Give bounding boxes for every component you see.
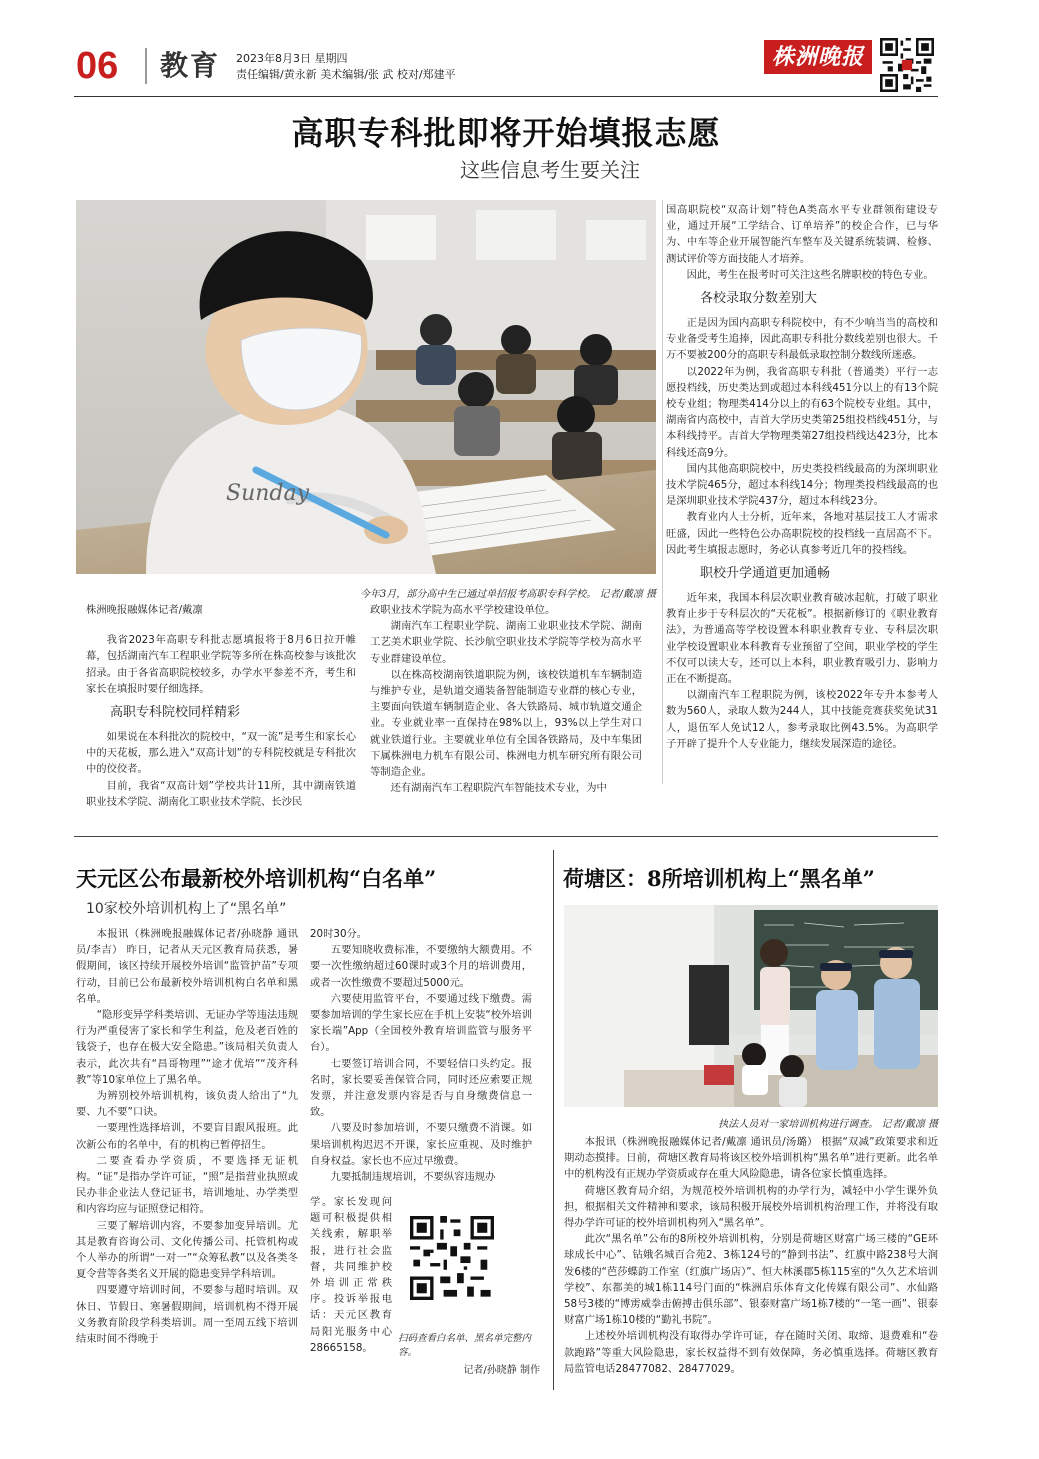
article3-photo-caption: 执法人员对一家培训机构进行调查。 记者/戴凛 摄 [718,1119,938,1130]
article2-title: 天元区公布最新校外培训机构“白名单” [76,866,437,891]
article1-paragraph: 以2022年为例，我省高职专科批（普通类）平行一志愿投档线，历史类达到或超过本科线451分以上的有13个院校专业组；物理类414分以上的有63个院校专业组。其中，湖南省内高校中，吉首大学历史类第25组投档线451分，与本科线持平。吉首大学物理类第27组投档线达423分，比本科线还高9分。 [666,365,938,459]
article1-paragraph: 因此，考生在报考时可关注这些名牌职校的特色专业。 [686,268,934,281]
article1-paragraph: 目前，我省“双高计划”学校共计11所，其中湖南铁道职业技术学院、湖南化工职业技术学院、长沙民 [86,779,356,808]
article1-paragraph: 如果说在本科批次的院校中，“双一流”是考生和家长心中的天花板，那么进入“双高计划”的专科院校就是专科批次中的佼佼者。 [86,731,356,776]
article2-paragraph: 二要查看办学资质，不要选择无证机构。“证”是指办学许可证，“照”是指营业执照或民办非企业法人登记证书，培训地址、办学类型和内容均应与证照登记相符。 [76,1154,298,1216]
inspection-illustration [564,905,938,1107]
article1-photo-caption: 今年3月，部分高中生已通过单招报考高职专科学校。 记者/戴凛 摄 [359,589,656,600]
article2-column-c [310,1194,392,1356]
article2-paragraph: 八要及时参加培训，不要只缴费不消课。如果培训机构迟迟不开课，家长应重视、及时维护自身权益。家长也不应过早缴费。 [310,1122,532,1167]
article3-paragraph: 此次“黑名单”公布的8所校外培训机构，分别是荷塘区财富广场三楼的“GE环球成长中心”、钻娥名城百合苑2、3栋124号的“静到书法”、红旗中路238号大润发6楼的“芭莎蝶韵工作室（红旗广场店）”、恒大林溪郡5栋115室的“久久艺术培训学校”、东都美的城1栋114号门面的“株洲启乐体育文化传媒有限公司”、水仙路58号3楼的“博雳威拳击俯搏击俱乐部”、银泰财富广场1栋7楼的“一笔一画”、银泰财富广场1栋10楼的“勤礼书院”。 [564,1233,938,1327]
article3-paragraph: 荷塘区教育局介绍，为规范校外培训机构的办学行为，减轻中小学生课外负担，根据相关文件精神和要求，该局积极开展校外培训机构治理工作，并将没有取得办学许可证的校外培训机构列入“黑名单”。 [564,1184,938,1230]
section-rule [74,836,938,837]
header-qr-code [880,38,934,92]
article1-subhead-1: 高职专科院校同样精彩 [110,705,241,721]
article2-paragraph: 四要遵守培训时间，不要参与超时培训。双休日、节假日、寒暑假期间，培训机构不得开展义务教育阶段学科类培训。周一至周五线下培训结束时间不得晚于 [76,1284,298,1346]
article2-column-a [76,926,298,1347]
article1-paragraph: 教育业内人士分析，近年来，各地对基层技工人才需求旺盛，因此一些特色公办高职院校的投档线一直居高不下。因此考生填报志愿时，务必认真参考近几年的投档线。 [666,511,938,556]
article2-qr-code [410,1216,494,1300]
article1-column3 [666,202,938,752]
section-name: 教育 [160,49,221,82]
article1-subhead-3: 职校升学通道更加通畅 [700,566,831,582]
article2-paragraph: 六要使用监管平台，不要通过线下缴费。需要参加培训的学生家长应在手机上安装“校外培训家长端”App（全国校外教育培训监管与服务平台）。 [310,992,532,1054]
article1-photo [76,200,656,574]
article2-paragraph: 七要签订培训合同，不要轻信口头约定。报名时，家长要妥善保管合同，同时还应索要正规发票，并注意发票内容是否与自身缴费信息一致。 [310,1057,532,1119]
article1-paragraph: 近年来，我国本科层次职业教育破冰起航，打破了职业教育止步于专科层次的“天花板”。根据新修订的《职业教育法》，为普通高等学校设置本科职业教育专业、专科层次职业学校设置职业本科教育专业预留了空间，职业学校的学生不仅可以读大专，还可以上本科，职业教育吸引力、影响力正在不断提高。 [666,592,938,686]
article2-qr-credit: 记者/孙晓静 制作 [463,1365,540,1376]
article1-paragraph: 正是因为国内高职专科院校中，有不少响当当的高校和专业备受考生追捧，因此高职专科批分数线差别也很大。千万不要被200分的高职专科最低录取控制分数线所迷惑。 [666,317,938,362]
article2-paragraph: 五要知晓收费标准，不要缴纳大额费用。不要一次性缴纳超过60课时或3个月的培训费用，或者一次性缴费不要超过5000元。 [310,944,532,989]
article1-paragraph: 以湖南汽车工程职院为例，该校2022年专升本参考人数为560人，录取人数为244人，其中技能竞赛获奖免试31人，退伍军人免试12人，参考录取比例43.5%。为高职学子开辟了提升个人专业能力，继续发展深造的途径。 [666,689,938,750]
article1-paragraph: 国内其他高职院校中，历史类投档线最高的为深圳职业技术学院465分，超过本科线14分；物理类投档线最高的也是深圳职业技术学院437分，超过本科线23分。 [666,462,938,508]
page-header [0,0,1039,100]
article1-column-rule [662,200,663,784]
article1-subhead-2: 各校录取分数差别大 [700,291,818,307]
masthead-logo: 株洲晚报 [764,40,872,74]
article2-subtitle: 10家校外培训机构上了“黑名单” [86,901,287,917]
article2-paragraph: 20时30分。 [310,928,368,940]
article3-title: 荷塘区：8所培训机构上“黑名单” [563,866,875,891]
article3-paragraph: 本报讯（株洲晚报融媒体记者/戴凛 通讯员/汤璐） 根据“双减”政策要求和近期动态摸排。日前，荷塘区教育局将该区校外培训机构“黑名单”进行更新。此名单中的机构没有正规办学资质或存在重大风险隐患，请各位家长慎重选择。 [564,1136,938,1181]
article1-paragraph: 湖南汽车工程职业学院、湖南工业职业技术学院、湖南工艺美术职业学院、长沙航空职业技术学院等学校为高水平专业群建设单位。 [370,620,642,665]
header-rule [74,96,938,97]
article2-paragraph: 九要抵制违规培训，不要纵容违规办 [330,1171,496,1184]
article2-divider [553,850,554,1390]
article1-column2 [370,602,642,796]
article3-photo [564,905,938,1107]
article3-body [564,1134,938,1377]
article1-byline: 株洲晚报融媒体记者/戴凛 [86,604,203,616]
svg-text:Sunday: Sunday [226,481,310,506]
article2-qr-caption: 扫码查看白名单、黑名单完整内容。 [398,1333,532,1358]
article2-column-b [310,926,532,1185]
header-date: 2023年8月3日 星期四 [236,52,348,65]
article2-paragraph: 学。家长发现问题可积极提供相关线索，解职举报，进行社会监督，共同维护校外培训正常秩序。投诉举报电话：天元区教育局阳光服务中心28665158。 [310,1196,392,1354]
header-editors: 责任编辑/黄永新 美术编辑/张 武 校对/郑建平 [236,68,456,81]
article2-paragraph: 本报讯（株洲晚报融媒体记者/孙晓静 通讯员/李吉） 昨日，记者从天元区教育局获悉，暑假期间，该区持续开展校外培训“监管护苗”专项行动，目前已公布最新校外培训机构白名单和黑名单。 [76,928,298,1005]
article1-paragraph: 政职业技术学院为高水平学校建设单位。 [370,604,556,616]
article1-subtitle: 这些信息考生要关注 [460,158,640,182]
article1-paragraph: 我省2023年高职专科批志愿填报将于8月6日拉开帷幕，包括湖南汽车工程职业学院等多所在株高校参与该批次招录。由于各省高职院校较多，办学水平参差不齐，考生和家长在填报时要仔细选择。 [86,634,356,695]
article3-paragraph: 上述校外培训机构没有取得办学许可证，存在随时关闭、取缔、退费难和“卷款跑路”等重大风险隐患，家长权益得不到有效保障，务必慎重选择。荷塘区教育局监管电话28477082、28477029。 [564,1330,938,1375]
article2-paragraph: 三要了解培训内容，不要参加变异培训。尤其是教育咨询公司、文化传播公司、托管机构或个人举办的所谓“一对一”“众筹私教”以及各类冬夏令营等各类名义开展的隐患变异学科培训。 [76,1219,298,1281]
header-divider [145,48,147,84]
article1-paragraph: 国高职院校“双高计划”特色A类高水平专业群领衔建设专业，通过开展“工学结合、订单培养”的校企合作，已与华为、中车等企业开展智能汽车整车及关键系统装调、检修、测试评价等方面技能人才培养。 [666,204,938,265]
article2-paragraph: 为辨别校外培训机构，该负责人给出了“九要、九不要”口诀。 [76,1090,298,1119]
article1-paragraph: 还有湖南汽车工程职院汽车智能技术专业，为中 [390,782,607,795]
article1-column1 [86,602,356,810]
article1-paragraph: 以在株高校湖南铁道职院为例，该校铁道机车车辆制造与维护专业，是轨道交通装备智能制造专业群的核心专业，主要面向铁道车辆制造企业、各大铁路局、城市轨道交通企业。专业就业率一直保持在98%以上，93%以上学生对口就业铁道行业。主要就业单位有全国各铁路局，及中车集团下属株洲电力机车有限公司、株洲电力机车研究所有限公司等制造企业。 [370,668,642,779]
article2-paragraph: 一要理性选择培训，不要盲目跟风报班。此次新公布的名单中，有的机构已暂停招生。 [76,1122,298,1151]
article1-title: 高职专科批即将开始填报志愿 [291,114,721,152]
exam-room-illustration [76,200,656,574]
article2-paragraph: “隐形变异学科类培训、无证办学等违法违规行为严重侵害了家长和学生利益，危及老百姓的钱袋子，也存在极大安全隐患。”该局相关负责人表示，此次共有“昌哥物理”“途才优培”“茂齐科教”等10家单位上了黑名单。 [76,1009,298,1086]
page-number: 06 [76,45,119,87]
